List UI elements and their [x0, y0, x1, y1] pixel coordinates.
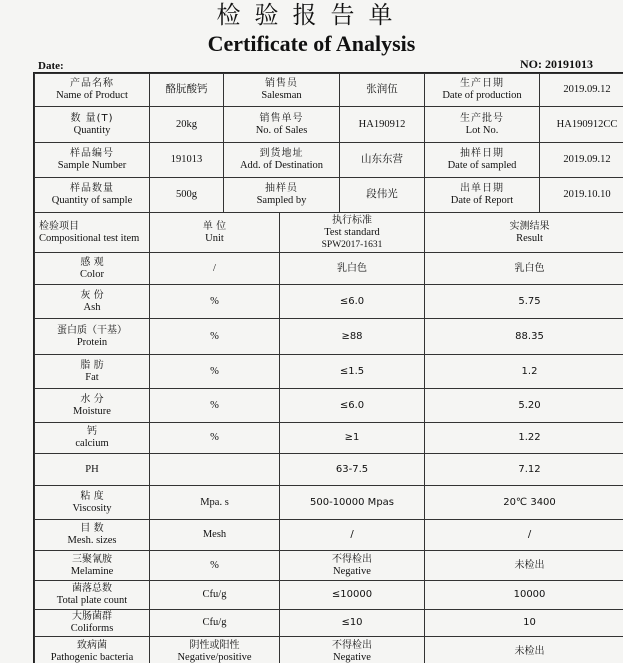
test-unit	[150, 423, 280, 454]
test-item	[35, 486, 150, 520]
test-item	[35, 454, 150, 486]
result-header-chinese: 实测结果	[427, 221, 623, 233]
test-item	[35, 610, 150, 637]
test-item-chinese: 蛋白质（干基）	[37, 325, 147, 337]
test-row	[35, 389, 623, 423]
test-item-english: Protein	[37, 337, 147, 349]
standard-value: ≥1	[282, 432, 422, 444]
info-label	[425, 74, 540, 107]
label-english: Date of sampled	[427, 160, 537, 172]
date-label: Date:	[38, 60, 64, 72]
label-chinese: 销售单号	[226, 113, 337, 125]
test-row	[35, 610, 623, 637]
test-item-english: Color	[37, 269, 147, 281]
label-chinese: 数 量(T)	[37, 113, 147, 125]
info-label	[224, 143, 340, 178]
report-title-english: Certificate of Analysis	[0, 30, 623, 58]
standard-value: ≤10	[282, 617, 422, 629]
test-result: 乳白色	[425, 253, 623, 285]
info-value: 191013	[150, 143, 224, 178]
info-value: 山东东营	[340, 143, 425, 178]
label-english: Salesman	[226, 90, 337, 102]
label-chinese: 出单日期	[427, 183, 537, 195]
test-item-chinese: 灰 份	[37, 290, 147, 302]
unit-value: %	[152, 331, 277, 343]
info-table	[34, 73, 623, 213]
test-result: 5.75	[425, 285, 623, 319]
standard-value: 500-10000 Mpas	[282, 497, 422, 509]
test-item-english: Fat	[37, 372, 147, 384]
test-item-chinese: 大肠菌群	[37, 611, 147, 623]
test-standard	[280, 355, 425, 389]
test-result: 88.35	[425, 319, 623, 355]
test-item	[35, 253, 150, 285]
label-english: Sample Number	[37, 160, 147, 172]
test-item-chinese: 菌落总数	[37, 583, 147, 595]
info-label	[425, 107, 540, 143]
label-english: No. of Sales	[226, 125, 337, 137]
test-item-chinese: 致病菌	[37, 640, 147, 652]
unit-value: Mpa. s	[152, 497, 277, 509]
label-english: Quantity of sample	[37, 195, 147, 207]
info-value: 2019.10.10	[540, 178, 623, 213]
test-result: 20℃ 3400	[425, 486, 623, 520]
unit-value: %	[152, 296, 277, 308]
unit-english: Negative/positive	[152, 652, 277, 663]
label-chinese: 样品编号	[37, 148, 147, 160]
standard-value: 63-7.5	[282, 464, 422, 476]
label-english: Sampled by	[226, 195, 337, 207]
info-label	[224, 74, 340, 107]
result-header-english: Result	[427, 233, 623, 245]
test-row	[35, 520, 623, 551]
test-item-english: calcium	[37, 438, 147, 450]
test-item-chinese: 三聚氰胺	[37, 554, 147, 566]
label-english: Lot No.	[427, 125, 537, 137]
standard-value: ≤6.0	[282, 296, 422, 308]
info-value: 张润伍	[340, 74, 425, 107]
label-english: Name of Product	[37, 90, 147, 102]
test-unit	[150, 355, 280, 389]
info-row	[35, 107, 623, 143]
test-item	[35, 285, 150, 319]
test-item-chinese: 目 数	[37, 523, 147, 535]
info-label	[35, 74, 150, 107]
standard-value: /	[282, 529, 422, 541]
info-row	[35, 74, 623, 107]
test-item-english: Total plate count	[37, 595, 147, 607]
unit-value: Cfu/g	[152, 589, 277, 601]
info-label	[224, 178, 340, 213]
info-value: 500g	[150, 178, 224, 213]
test-standard	[280, 486, 425, 520]
test-unit	[150, 319, 280, 355]
test-item-english: Pathogenic bacteria	[37, 652, 147, 663]
test-item	[35, 423, 150, 454]
unit-value: Mesh	[152, 529, 277, 541]
info-value: HA190912	[340, 107, 425, 143]
test-table	[34, 212, 623, 663]
info-row	[35, 178, 623, 213]
test-result: 未检出	[425, 637, 623, 663]
item-header-english: Compositional test item	[39, 233, 147, 245]
test-row	[35, 637, 623, 663]
label-chinese: 到货地址	[226, 148, 337, 160]
info-value: 段伟光	[340, 178, 425, 213]
unit-value: 阴性或阳性	[152, 640, 277, 652]
label-english: Add. of Destination	[226, 160, 337, 172]
test-result: /	[425, 520, 623, 551]
test-unit	[150, 389, 280, 423]
test-row	[35, 355, 623, 389]
test-item	[35, 389, 150, 423]
test-item	[35, 581, 150, 610]
label-chinese: 抽样日期	[427, 148, 537, 160]
test-unit	[150, 637, 280, 663]
standard-value: 不得检出	[282, 554, 422, 566]
standard-header	[280, 213, 425, 253]
test-row	[35, 454, 623, 486]
info-value: 酪朊酸钙	[150, 74, 224, 107]
test-standard	[280, 581, 425, 610]
label-english: Date of production	[427, 90, 537, 102]
test-item	[35, 551, 150, 581]
label-chinese: 产品名称	[37, 78, 147, 90]
test-row	[35, 581, 623, 610]
test-item-english: Viscosity	[37, 503, 147, 515]
test-unit	[150, 486, 280, 520]
label-chinese: 生产日期	[427, 78, 537, 90]
info-label	[35, 178, 150, 213]
test-row	[35, 253, 623, 285]
test-standard	[280, 637, 425, 663]
test-unit	[150, 520, 280, 551]
test-unit	[150, 285, 280, 319]
label-chinese: 销售员	[226, 78, 337, 90]
standard-code: SPW2017-1631	[282, 239, 422, 251]
standard-value: ≥88	[282, 331, 422, 343]
test-row	[35, 285, 623, 319]
test-item-chinese: 脂 肪	[37, 360, 147, 372]
test-item-chinese: 钙	[37, 426, 147, 438]
test-standard	[280, 551, 425, 581]
standard-english: Negative	[282, 566, 422, 578]
test-item-chinese: 粘 度	[37, 491, 147, 503]
unit-header-english: Unit	[152, 233, 277, 245]
unit-value: Cfu/g	[152, 617, 277, 629]
test-standard	[280, 423, 425, 454]
test-standard	[280, 389, 425, 423]
analysis-sheet	[33, 72, 623, 663]
test-unit	[150, 253, 280, 285]
test-standard	[280, 253, 425, 285]
test-row	[35, 486, 623, 520]
test-item	[35, 319, 150, 355]
test-unit	[150, 551, 280, 581]
test-item-english: Mesh. sizes	[37, 535, 147, 547]
unit-header-chinese: 单 位	[152, 221, 277, 233]
label-english: Date of Report	[427, 195, 537, 207]
standard-header-chinese: 执行标准	[282, 215, 422, 227]
unit-value: %	[152, 560, 277, 572]
test-standard	[280, 520, 425, 551]
test-item-english: Melamine	[37, 566, 147, 578]
test-standard	[280, 285, 425, 319]
label-chinese: 抽样员	[226, 183, 337, 195]
test-item-chinese: 水 分	[37, 394, 147, 406]
unit-value: %	[152, 432, 277, 444]
test-standard	[280, 454, 425, 486]
test-standard	[280, 319, 425, 355]
info-label	[425, 143, 540, 178]
standard-header-english: Test standard	[282, 227, 422, 239]
info-row	[35, 143, 623, 178]
item-header	[35, 213, 150, 253]
test-item-english: Coliforms	[37, 623, 147, 635]
report-number: NO: 20191013	[520, 57, 593, 72]
info-value: 2019.09.12	[540, 74, 623, 107]
standard-value: 乳白色	[282, 263, 422, 275]
test-row	[35, 551, 623, 581]
label-chinese: 样品数量	[37, 183, 147, 195]
test-result: 7.12	[425, 454, 623, 486]
label-chinese: 生产批号	[427, 113, 537, 125]
unit-value: %	[152, 366, 277, 378]
test-item-english: Moisture	[37, 406, 147, 418]
test-header-row	[35, 213, 623, 253]
item-header-chinese: 检验项目	[39, 221, 147, 233]
info-label	[425, 178, 540, 213]
info-label	[224, 107, 340, 143]
test-item-english: Ash	[37, 302, 147, 314]
standard-english: Negative	[282, 652, 422, 663]
standard-value: ≤10000	[282, 589, 422, 601]
standard-value: ≤1.5	[282, 366, 422, 378]
report-title-chinese: 检验报告单	[0, 0, 623, 30]
unit-header	[150, 213, 280, 253]
info-value: 20kg	[150, 107, 224, 143]
standard-value: 不得检出	[282, 640, 422, 652]
test-result: 未检出	[425, 551, 623, 581]
test-item	[35, 520, 150, 551]
test-item	[35, 355, 150, 389]
test-row	[35, 319, 623, 355]
test-item-english: PH	[37, 464, 147, 476]
result-header	[425, 213, 623, 253]
info-label	[35, 143, 150, 178]
test-result: 10	[425, 610, 623, 637]
test-item-chinese: 感 观	[37, 257, 147, 269]
unit-value: /	[152, 263, 277, 275]
test-standard	[280, 610, 425, 637]
label-english: Quantity	[37, 125, 147, 137]
test-result: 5.20	[425, 389, 623, 423]
unit-value: %	[152, 400, 277, 412]
test-result: 1.2	[425, 355, 623, 389]
info-value: 2019.09.12	[540, 143, 623, 178]
info-value: HA190912CC	[540, 107, 623, 143]
test-unit	[150, 454, 280, 486]
test-result: 10000	[425, 581, 623, 610]
test-item	[35, 637, 150, 663]
test-unit	[150, 610, 280, 637]
info-label	[35, 107, 150, 143]
standard-value: ≤6.0	[282, 400, 422, 412]
test-row	[35, 423, 623, 454]
test-result: 1.22	[425, 423, 623, 454]
test-unit	[150, 581, 280, 610]
